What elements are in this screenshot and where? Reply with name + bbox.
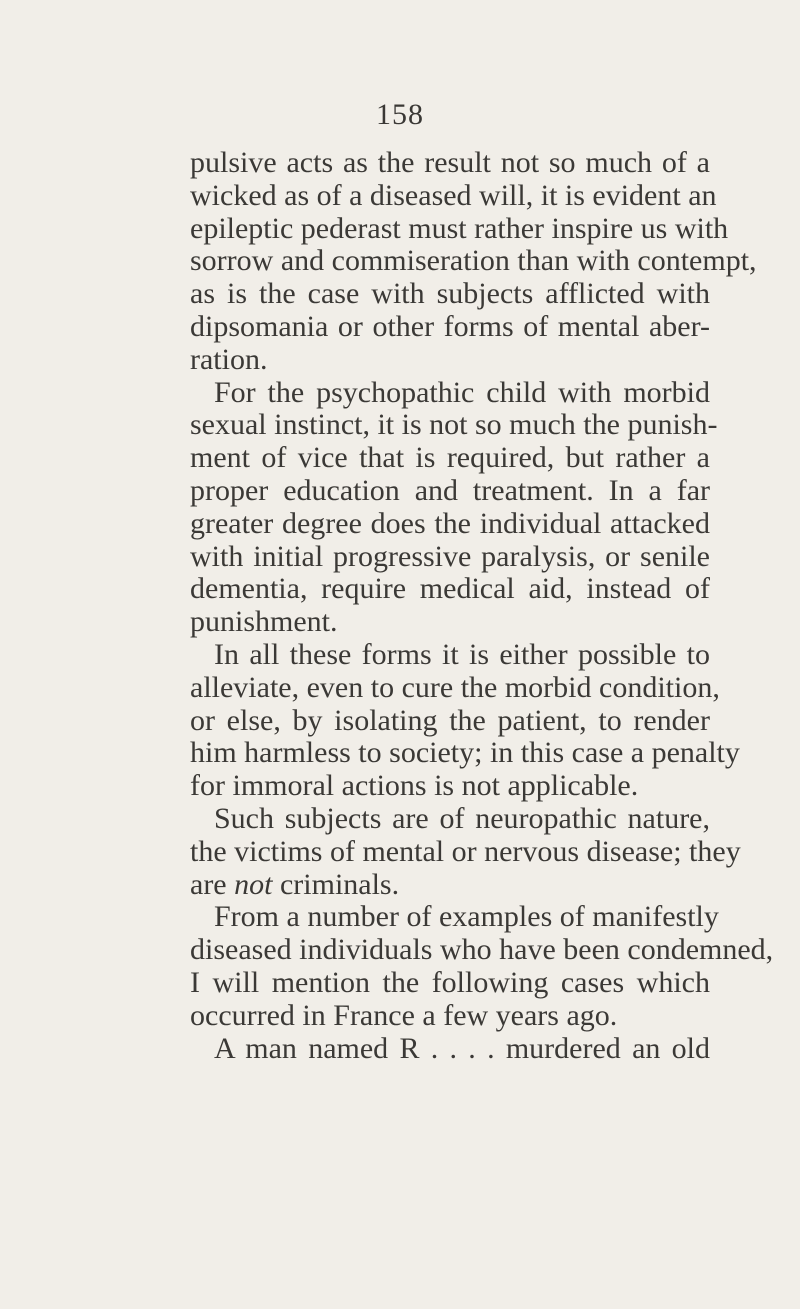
text-line: Such subjects are of neuropathic nature, <box>214 801 710 835</box>
text-line: wicked as of a diseased will, it is evident an <box>190 178 717 212</box>
text-line: I will mention the following cases which <box>190 965 710 999</box>
text-line: alleviate, even to cure the morbid condition, <box>190 670 720 704</box>
italic-emphasis: not <box>234 867 273 901</box>
text-line: ration. <box>190 342 268 376</box>
text-line: For the psychopathic child with morbid <box>214 375 710 409</box>
text-line: ment of vice that is required, but rather a <box>190 441 710 475</box>
text-line: the victims of mental or nervous disease; they <box>190 834 741 868</box>
text-line: epileptic pederast must rather inspire us with <box>190 211 729 245</box>
text-line: for immoral actions is not applicable. <box>190 769 639 803</box>
text-line: with initial progressive paralysis, or senile <box>190 539 710 573</box>
text-line: or else, by isolating the patient, to render <box>190 703 710 737</box>
text-line: him harmless to society; in this case a penalty <box>190 736 740 770</box>
text-fragment: criminals. <box>272 867 400 901</box>
text-line: In all these forms it is either possible to <box>214 637 710 671</box>
text-line: dipsomania or other forms of mental aber- <box>190 309 710 343</box>
page-number: 158 <box>376 98 424 131</box>
body-text <box>190 146 774 1065</box>
text-line: pulsive acts as the result not so much of a <box>190 146 710 179</box>
text-line: occurred in France a few years ago. <box>190 998 618 1032</box>
text-fragment: are <box>190 867 235 901</box>
text-line: diseased individuals who have been condemned, <box>190 933 774 967</box>
text-line: sorrow and commiseration than with contempt, <box>190 244 757 278</box>
text-line: From a number of examples of manifestly <box>214 900 719 934</box>
text-line: dementia, require medical aid, instead of <box>190 572 710 606</box>
text-line: as is the case with subjects afflicted with <box>190 277 710 311</box>
text-line: punishment. <box>190 605 338 639</box>
text-line: A man named R . . . . murdered an old <box>214 1031 710 1065</box>
text-line: proper education and treatment. In a far <box>190 473 710 507</box>
text-line: sexual instinct, it is not so much the punish- <box>190 408 718 442</box>
text-line: greater degree does the individual attacked <box>190 506 710 540</box>
text-line <box>190 869 710 902</box>
